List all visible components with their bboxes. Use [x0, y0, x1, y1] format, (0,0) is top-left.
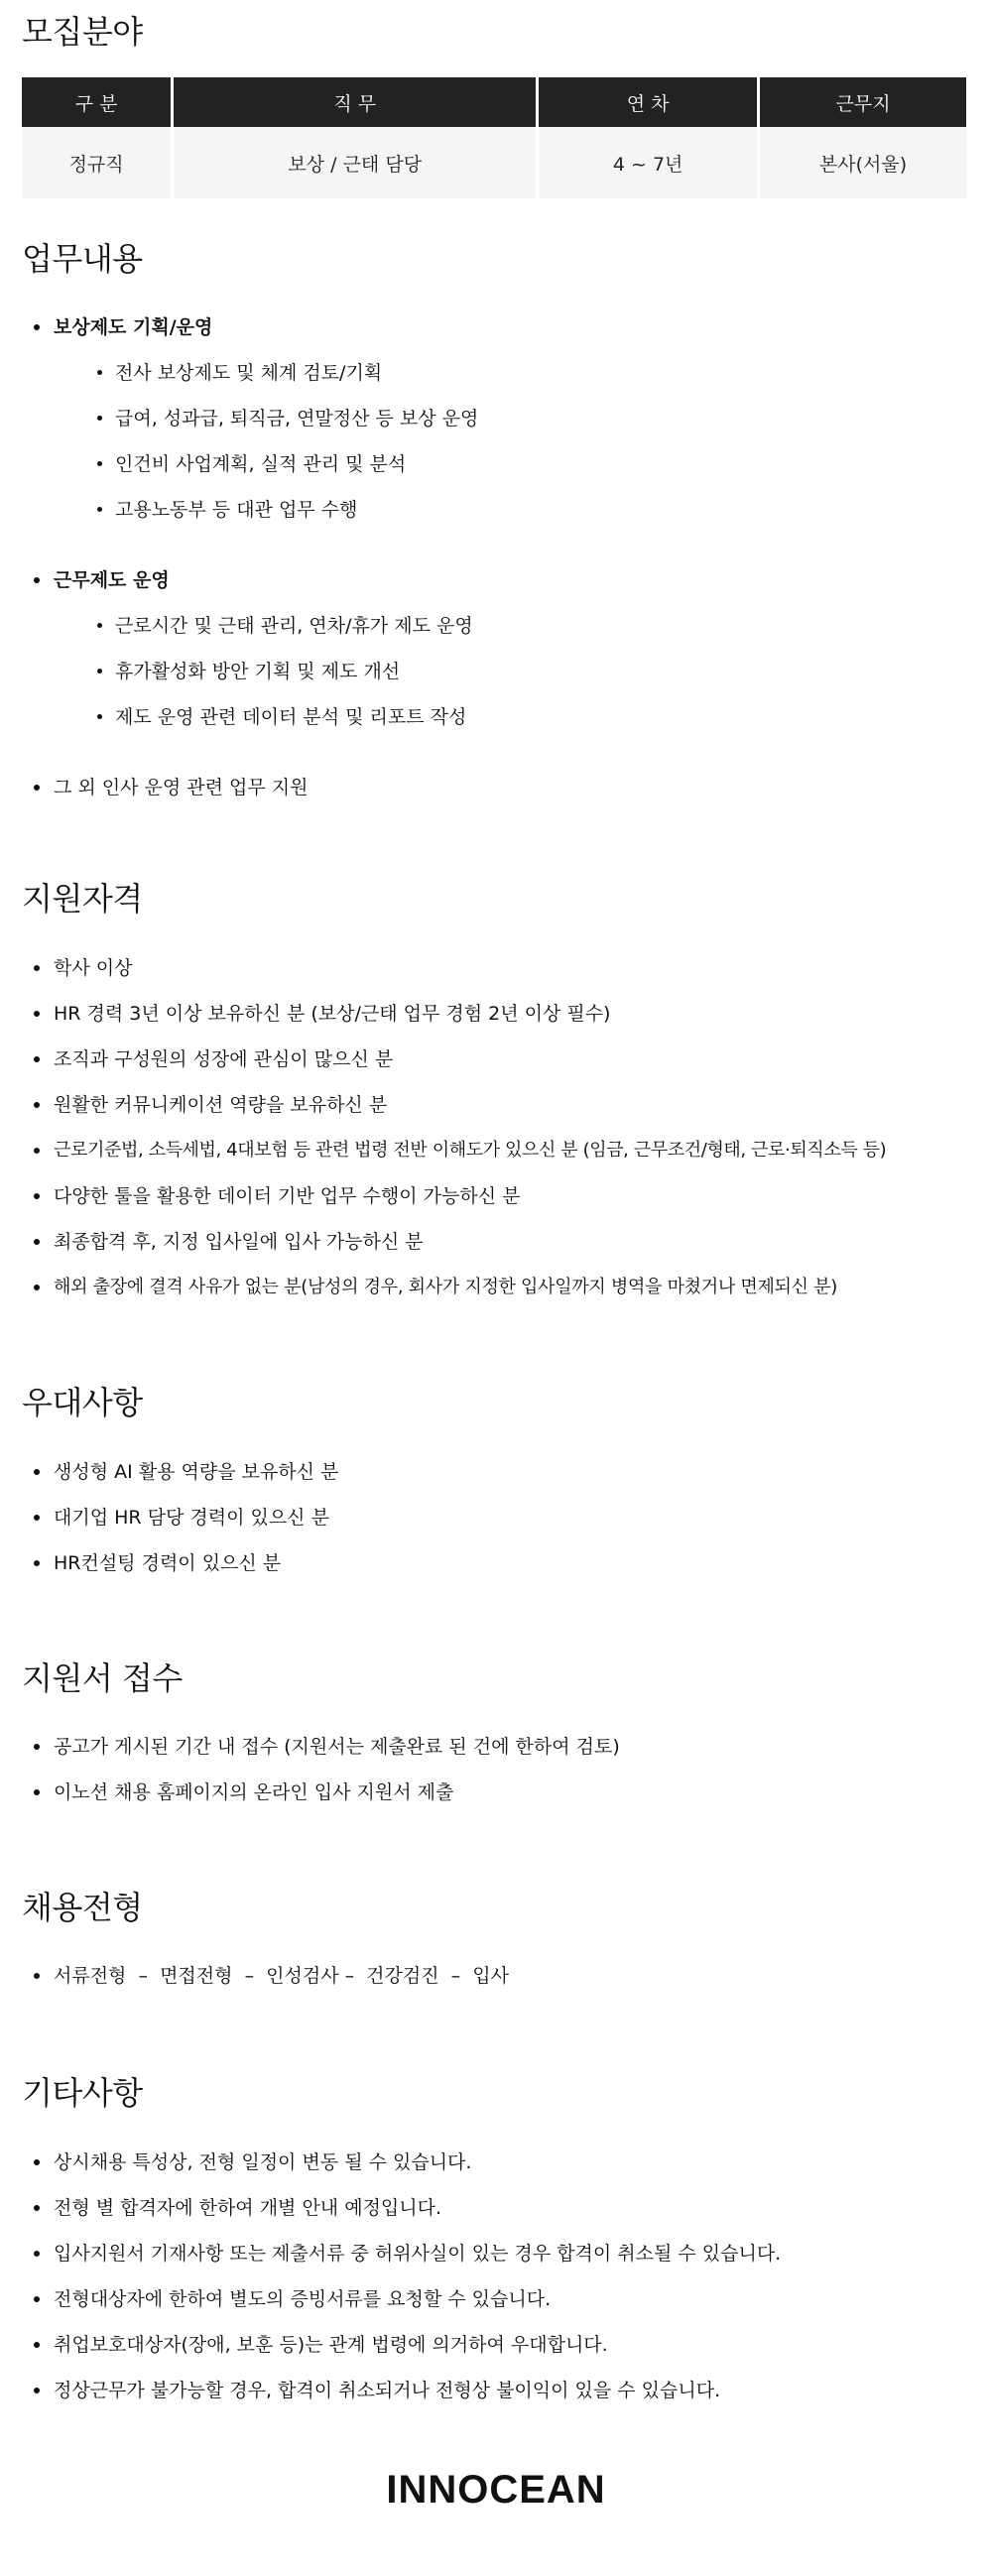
list-item: 조직과 구성원의 성장에 관심이 많으신 분 [22, 1045, 972, 1073]
list-item: 그 외 인사 운영 관련 업무 지원 [22, 774, 972, 801]
table-header: 구 분 [22, 77, 171, 127]
recruit-title: 모집분야 [22, 13, 143, 51]
list-item: 입사지원서 기재사항 또는 제출서류 중 허위사실이 있는 경우 합격이 취소될 수 있습니다. [22, 2240, 972, 2268]
process-list [22, 1962, 972, 1990]
list-item [22, 313, 972, 524]
duties-list [22, 566, 972, 731]
list-item: 제도 운영 관련 데이터 분석 및 리포트 작성 [54, 703, 972, 731]
list-item: HR컨설팅 경력이 있으신 분 [22, 1549, 972, 1577]
duties-list [22, 313, 972, 524]
list-item: 공고가 게시된 기간 내 접수 (지원서는 제출완료 된 건에 한하여 검토) [22, 1733, 972, 1761]
list-item: 원활한 커뮤니케이션 역량을 보유하신 분 [22, 1091, 972, 1119]
duties-title: 업무내용 [22, 240, 143, 278]
table-cell: 4 ~ 7년 [539, 127, 757, 198]
list-item: 학사 이상 [22, 954, 972, 982]
table-row [22, 127, 966, 198]
table-header: 근무지 [760, 77, 966, 127]
qualifications-list [22, 954, 972, 1301]
list-item: 전형 별 합격자에 한하여 개별 안내 예정입니다. [22, 2194, 972, 2222]
list-item: 해외 출장에 결격 사유가 없는 분(남성의 경우, 회사가 지정한 입사일까지 병역을 마쳤거나 면제되신 분) [22, 1274, 972, 1301]
list-item: 인건비 사업계획, 실적 관리 및 분석 [54, 450, 972, 478]
list-item: 급여, 성과급, 퇴직금, 연말정산 등 보상 운영 [54, 405, 972, 432]
list-item: 휴가활성화 방안 기획 및 제도 개선 [54, 658, 972, 685]
duty-group-label: 근무제도 운영 [54, 569, 170, 591]
application-title: 지원서 접수 [22, 1659, 183, 1697]
list-item: 근로시간 및 근태 관리, 연차/휴가 제도 운영 [54, 612, 972, 640]
list-item: 전사 보상제도 및 체계 검토/기획 [54, 359, 972, 387]
table-cell: 보상 / 근태 담당 [174, 127, 536, 198]
qualifications-title: 지원자격 [22, 880, 143, 918]
table-cell: 정규직 [22, 127, 171, 198]
table-header: 직 무 [174, 77, 536, 127]
duties-list [22, 774, 972, 801]
table-header-row [22, 77, 966, 127]
notes-title: 기타사항 [22, 2074, 143, 2112]
preferred-title: 우대사항 [22, 1384, 143, 1421]
list-item [22, 566, 972, 731]
list-item: 상시채용 특성상, 전형 일정이 변동 될 수 있습니다. [22, 2148, 972, 2176]
list-item: 생성형 AI 활용 역량을 보유하신 분 [22, 1458, 972, 1486]
duty-group-label: 보상제도 기획/운영 [54, 316, 213, 338]
recruit-table [19, 77, 969, 198]
innocean-logo: INNOCEAN [386, 2468, 606, 2512]
list-item: 이노션 채용 홈페이지의 온라인 입사 지원서 제출 [22, 1779, 972, 1806]
list-item: 취업보호대상자(장애, 보훈 등)는 관계 법령에 의거하여 우대합니다. [22, 2331, 972, 2359]
duty-sublist [54, 359, 972, 524]
list-item: HR 경력 3년 이상 보유하신 분 (보상/근태 업무 경험 2년 이상 필수) [22, 1000, 972, 1028]
list-item: 전형대상자에 한하여 별도의 증빙서류를 요청할 수 있습니다. [22, 2285, 972, 2313]
table-header: 연 차 [539, 77, 757, 127]
list-item: 근로기준법, 소득세법, 4대보험 등 관련 법령 전반 이해도가 있으신 분 (임금, 근무조건/형태, 근로·퇴직소득 등) [22, 1137, 972, 1165]
application-list [22, 1733, 972, 1806]
duty-sublist [54, 612, 972, 731]
preferred-list [22, 1458, 972, 1577]
process-flow: 서류전형 – 면접전형 – 인성검사 – 건강검진 – 입사 [22, 1962, 972, 1990]
list-item: 고용노동부 등 대관 업무 수행 [54, 496, 972, 524]
list-item: 대기업 HR 담당 경력이 있으신 분 [22, 1504, 972, 1532]
notes-list [22, 2148, 972, 2404]
table-cell: 본사(서울) [760, 127, 966, 198]
list-item: 다양한 툴을 활용한 데이터 기반 업무 수행이 가능하신 분 [22, 1182, 972, 1210]
list-item: 최종합격 후, 지정 입사일에 입사 가능하신 분 [22, 1228, 972, 1256]
list-item: 정상근무가 불가능할 경우, 합격이 취소되거나 전형상 불이익이 있을 수 있습니다. [22, 2377, 972, 2404]
process-title: 채용전형 [22, 1889, 143, 1926]
